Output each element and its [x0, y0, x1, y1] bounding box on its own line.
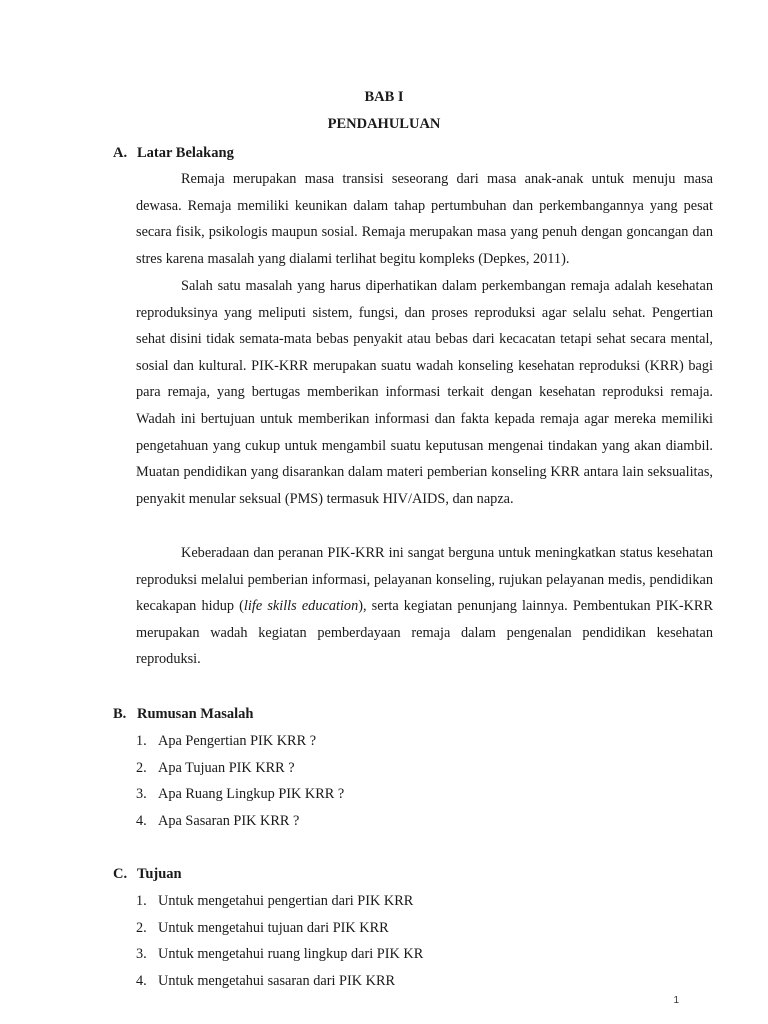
list-item	[136, 781, 344, 808]
paragraph-3-part-2: ), serta kegiatan penunjang lainnya. Pembentukan PIK-KRR merupakan wadah kegiatan pemberdayaan remaja dalam pengenalan pendidikan kesehatan reproduksi.	[136, 598, 713, 668]
list-item	[136, 968, 423, 995]
section-c-letter: C.	[113, 866, 128, 882]
chapter-number: BAB I	[364, 89, 404, 105]
list-text: Untuk mengetahui ruang lingkup dari PIK KR	[158, 946, 424, 963]
list-item	[136, 728, 344, 755]
section-b-heading	[113, 706, 253, 723]
list-item	[136, 808, 344, 835]
list-text: Apa Pengertian PIK KRR ?	[158, 733, 317, 749]
section-b-title: Rumusan Masalah	[137, 706, 254, 722]
page-number: 1	[673, 995, 679, 1006]
list-number: 1.	[136, 893, 147, 909]
list-text: Untuk mengetahui sasaran dari PIK KRR	[158, 973, 396, 990]
section-a-heading	[113, 145, 234, 162]
list-number: 3.	[136, 786, 147, 803]
paragraph-3-part-1: Keberadaan dan peranan PIK-KRR ini sangat berguna untuk meningkatkan status kesehatan reproduksi melalui pemberian informasi, pelayanan konseling, rujukan pelayanan medis, pendidikan kecakapan hidup (	[136, 545, 713, 615]
list-number: 2.	[136, 759, 147, 776]
list-text: Apa Sasaran PIK KRR ?	[158, 813, 300, 830]
section-c-heading	[113, 866, 182, 883]
list-number: 4.	[136, 813, 147, 830]
list-number: 2.	[136, 919, 147, 936]
list-text: Untuk mengetahui tujuan dari PIK KRR	[158, 919, 389, 936]
list-item	[136, 915, 423, 942]
paragraph-1: Remaja merupakan masa transisi seseorang dari masa anak-anak untuk menuju masa dewasa. Remaja memiliki keunikan dalam tahap pertumbuhan dan perkembangannya yang pesat secara fisik, psikologis maupun sosial. Remaja merupakan masa yang penuh dengan goncangan dan stres karena masalah yang dialami terlihat begitu kompleks (Depkes, 2011).	[136, 171, 713, 267]
list-item	[136, 755, 344, 782]
section-a-title: Latar Belakang	[137, 145, 234, 161]
list-number: 3.	[136, 946, 147, 963]
list-number: 4.	[136, 973, 147, 990]
list-text: Apa Tujuan PIK KRR ?	[158, 759, 295, 776]
paragraph-3	[136, 540, 713, 673]
rumusan-masalah-list	[136, 728, 344, 835]
paragraph-2: Salah satu masalah yang harus diperhatikan dalam perkembangan remaja adalah kesehatan reproduksinya yang meliputi sistem, fungsi, dan proses reproduksi agar selalu sehat. Pengertian sehat disini tidak semata-mata bebas penyakit atau bebas dari kecacatan tetapi sehat secara mental, sosial dan kultural. PIK-KRR merupakan suatu wadah konseling kesehatan reproduksi (KRR) bagi para remaja, yang bertugas memberikan informasi terkait dengan kesehatan reproduksi remaja. Wadah ini bertujuan untuk memberikan informasi dan fakta kepada remaja agar mereka memiliki pengetahuan yang cukup untuk mengambil suatu keputusan mengenai tindakan yang akan diambil. Muatan pendidikan yang disarankan dalam materi pemberian konseling KRR antara lain seksualitas, penyakit menular seksual (PMS) termasuk HIV/AIDS, dan napza.	[136, 278, 713, 507]
paragraph-3-italic-term: life skills education	[243, 598, 359, 615]
list-item	[136, 888, 423, 915]
list-number: 1.	[136, 733, 147, 749]
section-a-letter: A.	[113, 145, 128, 161]
tujuan-list	[136, 888, 423, 995]
list-text: Untuk mengetahui pengertian dari PIK KRR	[158, 893, 414, 909]
section-c-title: Tujuan	[137, 866, 182, 882]
chapter-title: PENDAHULUAN	[327, 116, 441, 132]
list-item	[136, 941, 423, 968]
list-text: Apa Ruang Lingkup PIK KRR ?	[158, 786, 345, 803]
section-b-letter: B.	[113, 706, 127, 722]
